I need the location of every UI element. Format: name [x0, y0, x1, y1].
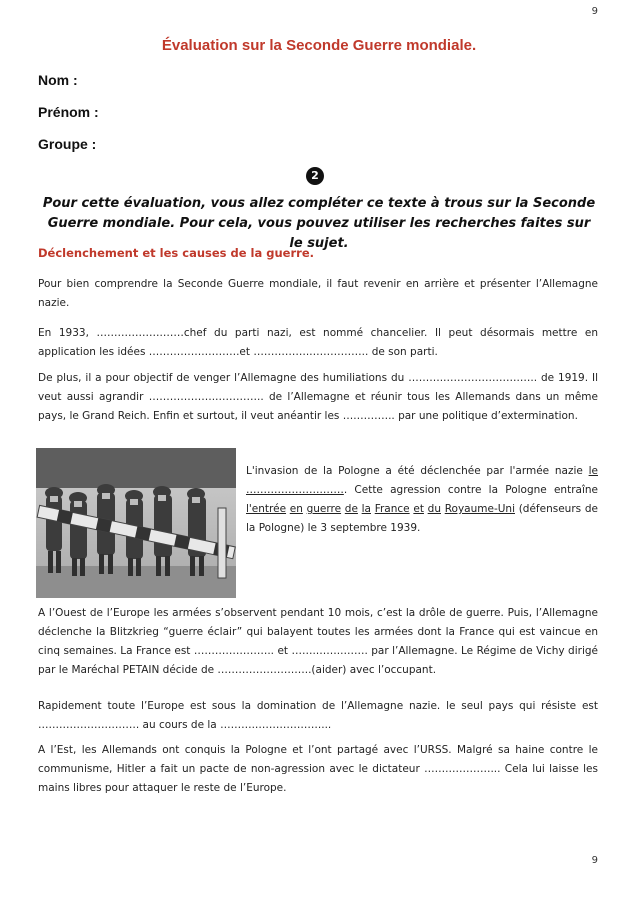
caption-royaume-uni: Royaume-Uni	[444, 503, 515, 515]
caption-guerre: guerre	[306, 503, 342, 515]
number-circle-icon: 2	[306, 167, 324, 185]
caption-part3: (défenseurs de la Pologne) le 3 septembre 1939.	[246, 503, 598, 534]
caption-de: de	[344, 503, 358, 515]
prenom-field-label: Prénom :	[38, 104, 99, 120]
caption-en: en	[289, 503, 303, 515]
caption-et: et	[413, 503, 424, 515]
section-title: Déclenchement et les causes de la guerre.	[38, 246, 314, 260]
caption-la: la	[361, 503, 371, 515]
page-number-top: 9	[591, 6, 598, 17]
paragraph-west-europe: A l’Ouest de l’Europe les armées s’observent pendant 10 mois, c’est la drôle de guerre. Puis, l’Allemagne déclenche la Blitzkrieg “guerre éclair” qui balayent toutes les armées dont la France qui est vaincue en cinq semaines. La France est ………………….. et …….……..……. par l’Allemagne. Le Régime de Vichy dirigé par le Maréchal PETAIN décide de ………………….…..(aider) avec l’occupant.	[38, 607, 598, 676]
nom-field-label: Nom :	[38, 72, 78, 88]
caption-le: le	[588, 465, 598, 477]
page-number-bottom: 9	[591, 855, 598, 866]
paragraph-objectives: De plus, il a pour objectif de venger l’Allemagne des humiliations du ……….………………….….. de 1919. Il veut aussi agrandir ……………….………….. de l’Allemagne et réunir tous les Allemands dans un même pays, le Grand Reich. Enfin et surtout, il veut anéantir les ….……….. par une politique d’extermination.	[38, 372, 598, 422]
paragraph-east: A l’Est, les Allemands ont conquis la Pologne et l’ont partagé avec l’URSS. Malgré sa haine contre le communisme, Hitler a fait un pacte de non-agression avec le dictateur …….…………... Cela lui laisse les mains libres pour attaquer le reste de l’Europe.	[38, 744, 598, 794]
instructions-text: Pour cette évaluation, vous allez compléter ce texte à trous sur la Seconde Guerre mondiale. Pour cela, vous pouvez utiliser les recherches faites sur le sujet.	[42, 196, 596, 251]
caption-du: du	[427, 503, 441, 515]
soldiers-barrier-photo	[36, 448, 236, 598]
caption-part1: L'invasion de la Pologne a été déclenchée par l'armée nazie	[246, 465, 589, 477]
paragraph-domination: Rapidement toute l’Europe est sous la domination de l’Allemagne nazie. le seul pays qui résiste est ………………….……. au cours de la ……….………………....	[38, 700, 598, 731]
caption-part2: . Cette agression contre la Pologne entraîne	[343, 484, 598, 496]
paragraph-nazi-germany: Pour bien comprendre la Seconde Guerre mondiale, il faut revenir en arrière et présenter l’Allemagne nazie.	[38, 278, 598, 309]
paragraph-1933: En 1933, ……………….……chef du parti nazi, est nommé chancelier. Il peut désormais mettre en application les idées …………….……….et …………….…………….. de son parti.	[38, 327, 598, 358]
photo-caption	[246, 462, 598, 538]
caption-blank: ………………….……	[246, 484, 344, 496]
caption-france: France	[374, 503, 410, 515]
page-title: Évaluation sur la Seconde Guerre mondiale.	[161, 37, 477, 54]
caption-lentree: l'entrée	[246, 503, 287, 515]
groupe-field-label: Groupe :	[38, 136, 97, 152]
